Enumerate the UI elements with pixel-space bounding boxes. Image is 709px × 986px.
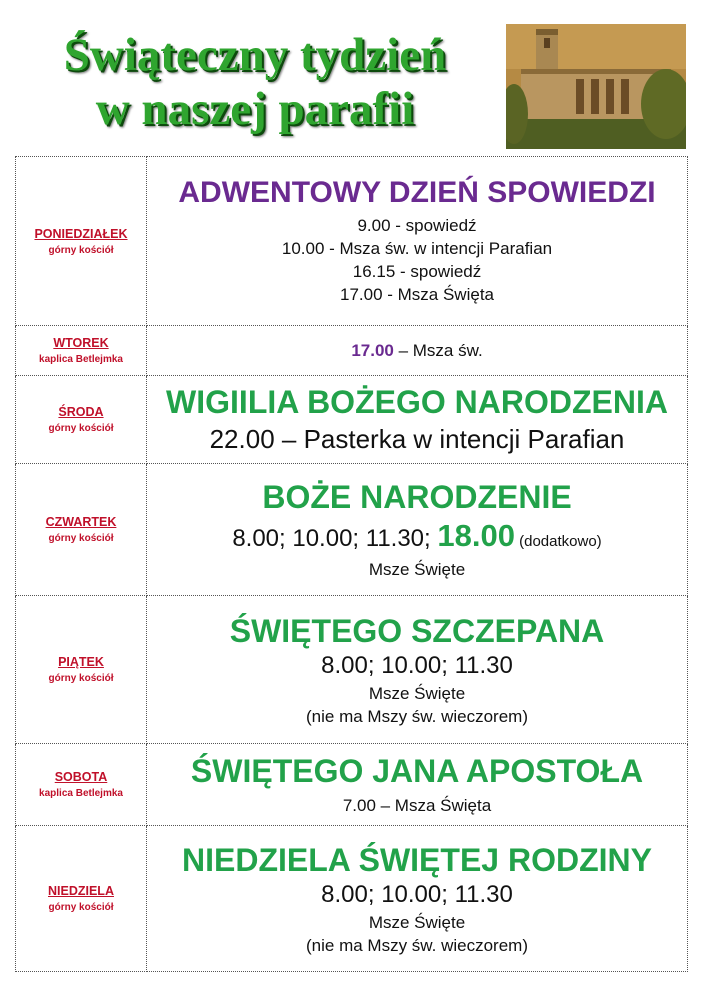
extra-note: (dodatkowo) (514, 533, 602, 550)
day-place: górny kościół (48, 533, 114, 544)
content-cell (147, 744, 688, 826)
day-name: SOBOTA (54, 770, 108, 784)
day-place: górny kościół (48, 244, 114, 256)
table-row (16, 596, 688, 744)
mass-note: Msze Święte (368, 560, 466, 579)
day-cell (16, 826, 147, 972)
table-row (16, 464, 688, 596)
church-photo (506, 24, 686, 149)
content-cell (147, 464, 688, 596)
day-place: kaplica Betlejmka (39, 788, 123, 799)
day-name: WTOREK (53, 336, 109, 350)
mass-times: 8.00; 10.00; 11.30 (321, 880, 513, 908)
table-row (16, 157, 688, 326)
content-cell (147, 596, 688, 744)
schedule-line: 10.00 - Msza św. w intencji Parafian (281, 239, 553, 258)
event-title: ADWENTOWY DZIEŃ SPOWIEDZI (178, 176, 656, 209)
mass-note-secondary: (nie ma Mszy św. wieczorem) (306, 935, 528, 955)
day-name: ŚRODA (58, 405, 104, 419)
content-cell (147, 157, 688, 326)
schedule-line: 17.00 - Msza Święta (339, 285, 494, 304)
day-cell (16, 744, 147, 826)
title-line-2: w naszej parafii (95, 83, 415, 135)
schedule-line: 16.15 - spowiedź (352, 262, 482, 281)
mass-note-secondary: (nie ma Mszy św. wieczorem) (306, 706, 528, 726)
day-place: kaplica Betlejmka (39, 354, 123, 365)
day-name: NIEDZIELA (48, 884, 114, 898)
day-cell (16, 464, 147, 596)
day-cell (16, 596, 147, 744)
day-name: PIĄTEK (58, 655, 104, 669)
mass-times: 8.00; 10.00; 11.30; (232, 525, 438, 552)
day-place: górny kościół (48, 673, 114, 684)
schedule-line: 7.00 – Msza Święta (342, 796, 492, 815)
day-cell (16, 157, 147, 326)
day-name: PONIEDZIAŁEK (34, 226, 128, 241)
page-title (10, 28, 500, 136)
table-row (16, 744, 688, 826)
event-title: ŚWIĘTEGO SZCZEPANA (229, 612, 605, 649)
event-title: BOŻE NARODZENIE (262, 479, 572, 515)
table-row (16, 326, 688, 376)
table-row (16, 376, 688, 464)
schedule-line: – Msza św. (393, 341, 483, 360)
mass-times: 8.00; 10.00; 11.30 (321, 651, 513, 679)
day-cell (16, 376, 147, 464)
title-line-1: Świąteczny tydzień (63, 29, 447, 81)
schedule-line: 22.00 – Pasterka w intencji Parafian (209, 423, 625, 454)
event-title: WIGIILIA BOŻEGO NARODZENIA (166, 383, 668, 420)
schedule-line: 9.00 - spowiedź (357, 216, 477, 235)
time-highlight: 17.00 (351, 341, 394, 360)
mass-note: Msze Święte (368, 912, 466, 932)
day-place: górny kościół (48, 902, 114, 913)
content-cell (147, 376, 688, 464)
content-cell (147, 326, 688, 376)
content-cell (147, 826, 688, 972)
day-cell (16, 326, 147, 376)
event-title: NIEDZIELA ŚWIĘTEJ RODZINY (182, 841, 652, 878)
day-place: górny kościół (48, 423, 114, 434)
extra-time: 18.00 (437, 518, 515, 553)
schedule-table (15, 156, 688, 972)
mass-note: Msze Święte (368, 683, 466, 703)
day-name: CZWARTEK (45, 515, 117, 529)
event-title: ŚWIĘTEGO JANA APOSTOŁA (190, 753, 644, 789)
table-row (16, 826, 688, 972)
